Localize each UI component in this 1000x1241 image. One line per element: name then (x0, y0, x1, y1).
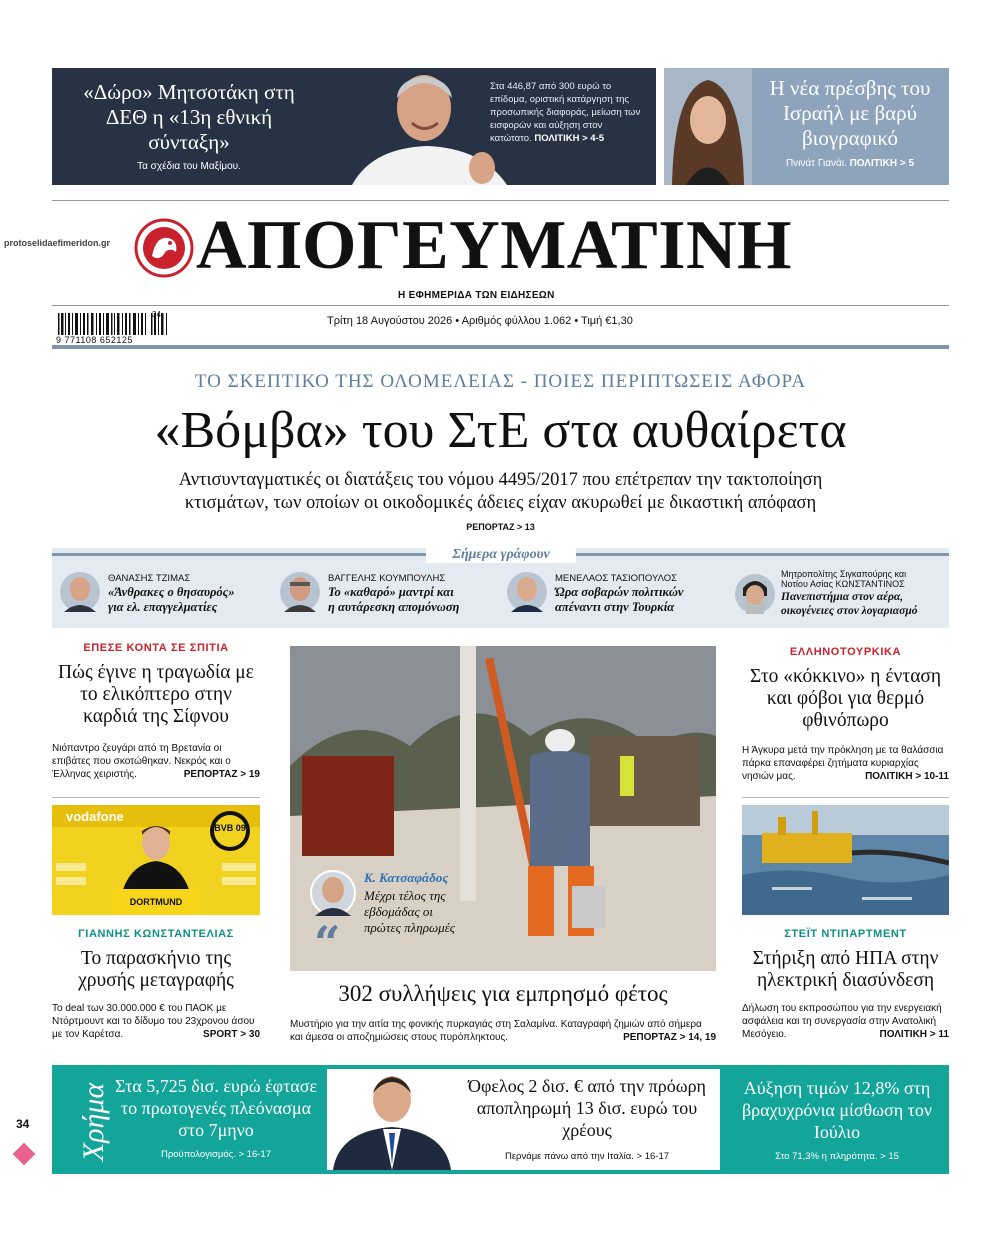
left-story-1-body: Νιόπαντρο ζευγάρι από τη Βρετανία οι επιβάτες που σκοτώθηκαν. Νεκρός και ο Έλληνας χειριστής. (52, 743, 231, 780)
left-story-1-text (52, 742, 260, 781)
top-right-byline-text: Πνινάτ Γιανάι. (785, 158, 847, 169)
center-text (290, 1018, 716, 1044)
opinion-title-1b: για ελ. επαγγελματίες (108, 600, 218, 614)
left-story-2-body: Το deal των 30.000.000 € του ΠΑΟΚ με Ντόρτμουντ και το δίδυμο του 23χρονου άσου με τον Καρέτσα. (52, 1003, 255, 1040)
opinion-author-4b: Νοτίου Ασίας ΚΩΝΣΤΑΝΤΙΝΟΣ (781, 579, 905, 589)
right-story-2-body: Δήλωση του εκπροσώπου για την ενεργειακή ασφάλεια και τη συνεργασία στην Ανατολική Μεσόγειο. (742, 1003, 942, 1040)
center-ref[interactable]: ΡΕΠΟΡΤΑΖ > 14, 19 (623, 1032, 716, 1043)
opinion-item-1[interactable] (60, 570, 275, 620)
opinion-item-2[interactable] (280, 570, 500, 620)
left-story-2[interactable] (52, 928, 260, 1048)
barcode-addon: 34 (152, 310, 161, 319)
left-story-1-ref[interactable]: ΡΕΠΟΡΤΑΖ > 19 (183, 769, 260, 780)
issue-line: Τρίτη 18 Αυγούστου 2026 • Αριθμός φύλλου 1.062 • Τιμή €1,30 (327, 315, 633, 327)
left-story-2-headline: Το παρασκήνιο της χρυσής μεταγραφής (78, 948, 234, 991)
cable-ship-photo (742, 805, 949, 915)
right-story-1-ref[interactable]: ΠΟΛΙΤΙΚΗ > 10-11 (865, 771, 949, 782)
opinion-title-3b: απέναντι στην Τουρκία (555, 600, 675, 614)
center-headline[interactable]: 302 συλλήψεις για εμπρησμό φέτος (338, 981, 668, 1006)
photo-club-text: BVB 09 (214, 823, 246, 833)
barcode-number: 9 771108 652125 (56, 335, 133, 345)
center-text-body: Μυστήριο για την αιτία της φονικής πυρκαγιάς στη Σαλαμίνα. Καταγραφή ζημιών από σήμερα και άμεσα οι αποζημιώσεις στους πυρόπληκτους. (290, 1019, 702, 1043)
masthead-top-rule (52, 200, 949, 201)
page-number: 34 (16, 1117, 30, 1131)
money-label: Χρήμα (77, 1082, 110, 1162)
center-columnist-name: Κ. Κατσαφάδος (364, 870, 449, 885)
right-story-1-body: Η Άγκυρα μετά την πρόκληση με τα θαλάσσια πάρκα επαναφέρει ζητήματα κυριαρχίας νησιών μας. (742, 745, 944, 782)
columnist-avatar-2 (280, 572, 320, 612)
left-divider (52, 797, 260, 798)
right-story-2-ref[interactable]: ΠΟΛΙΤΙΚΗ > 11 (879, 1029, 949, 1040)
money-bar (52, 1065, 949, 1174)
top-right-ref[interactable]: ΠΟΛΙΤΙΚΗ > 5 (849, 158, 915, 169)
opinion-strip (52, 548, 949, 628)
photo-shirt-text: DORTMUND (129, 897, 183, 907)
lead-ref[interactable]: ΡΕΠΟΡΤΑΖ > 13 (466, 522, 535, 532)
masthead-tagline: Η ΕΦΗΜΕΡΙΔΑ ΤΩΝ ΕΙΔΗΣΕΩΝ (398, 290, 555, 301)
money-right-caption: Στο 71,3% η πληρότητα. > 15 (775, 1151, 899, 1162)
fire-photo (290, 646, 716, 971)
masthead-logo-icon (134, 218, 194, 278)
right-story-2-kicker: ΣΤΕΪΤ ΝΤΙΠΑΡΤΜΕΝΤ (784, 928, 907, 940)
top-right-byline (756, 158, 944, 169)
top-teaser-right[interactable] (664, 68, 949, 185)
money-right-headline: Αύξηση τιμών 12,8% στη βραχυχρόνια μίσθωση τον Ιούλιο (741, 1078, 932, 1142)
opinion-author-2: ΒΑΓΓΕΛΗΣ ΚΟΥΜΠΟΥΛΗΣ (328, 573, 446, 584)
minister-photo (327, 1069, 457, 1170)
columnist-avatar-1 (60, 572, 100, 612)
left-story-2-kicker: ΓΙΑΝΝΗΣ ΚΩΝΣΤΑΝΤΕΛΙΑΣ (78, 928, 234, 940)
money-right[interactable] (732, 1077, 942, 1167)
top-right-headline: Η νέα πρέσβης του Ισραήλ με βαρύ βιογραφικό (769, 76, 931, 150)
left-story-1-kicker: ΕΠΕΣΕ ΚΟΝΤΑ ΣΕ ΣΠΙΤΙΑ (83, 642, 229, 654)
opinion-title-2a: Το «καθαρό» μαντρί και (328, 585, 454, 599)
money-middle-caption: Περνάμε πάνω από την Ιταλία. > 16-17 (504, 1151, 670, 1162)
left-story-2-text (52, 1002, 260, 1041)
opinion-author-1: ΘΑΝΑΣΗΣ ΤΖΙΜΑΣ (108, 573, 191, 584)
money-left-caption: Προϋπολογισμός. > 16-17 (161, 1149, 271, 1160)
site-watermark: protoselidaefimeridon.gr (4, 238, 111, 248)
right-story-1-text (742, 744, 949, 783)
right-story-2-headline: Στήριξη από ΗΠΑ στην ηλεκτρική διασύνδεση (752, 948, 939, 991)
lead-top-rule (52, 345, 949, 349)
opinion-title-4a: Πανεπιστήμια στον αέρα, (781, 591, 904, 603)
lead-deck (52, 469, 949, 515)
top-teaser-left[interactable] (52, 68, 656, 185)
lead-deck-line2: κτισμάτων, των οποίων οι οικοδομικές άδειες είχαν ακυρωθεί με δικαστική απόφαση (184, 493, 817, 513)
opinion-label: Σήμερα γράφουν (426, 547, 576, 563)
top-left-caption: Τα σχέδια του Μαξίμου. (137, 161, 241, 172)
right-story-1[interactable] (742, 646, 949, 791)
quote-icon: “ (314, 916, 341, 970)
right-story-1-kicker: ΕΛΛΗΝΟΤΟΥΡΚΙΚΑ (789, 646, 902, 658)
ambassador-photo (664, 68, 752, 185)
footballer-photo (52, 805, 260, 915)
money-middle-headline: Όφελος 2 δισ. € από την πρόωρη αποπληρωμή 13 δισ. ευρώ του χρέους (468, 1076, 706, 1140)
lead-deck-line1: Αντισυνταγματικές οι διατάξεις του νόμου 4495/2017 που επέτρεπαν την τακτοποίηση (178, 470, 823, 490)
lead-kicker: ΤΟ ΣΚΕΠΤΙΚΟ ΤΗΣ ΟΛΟΜΕΛΕΙΑΣ - ΠΟΙΕΣ ΠΕΡΙΠΤΩΣΕΙΣ ΑΦΟΡΑ (194, 371, 807, 392)
left-story-1-headline: Πώς έγινε η τραγωδία με το ελικόπτερο στην καρδιά της Σίφνου (58, 662, 254, 727)
opinion-author-3: ΜΕΝΕΛΑΟΣ ΤΑΣΙΟΠΟΥΛΟΣ (555, 573, 677, 584)
right-story-1-headline: Στο «κόκκινο» η ένταση και φόβοι για θερμό φθινόπωρο (749, 666, 942, 731)
left-story-1[interactable] (52, 642, 260, 792)
right-story-2[interactable] (742, 928, 949, 1048)
right-story-2-text (742, 1002, 949, 1041)
opinion-title-4b: οικογένειες στον λογαριασμό (781, 605, 918, 617)
columnist-avatar-3 (507, 572, 547, 612)
money-middle[interactable] (327, 1069, 720, 1170)
top-left-text-body: Στα 446,87 από 300 ευρώ το επίδομα, οριστική κατάργηση της προσωπικής διαφοράς, μείωση των εισφορών και αύξηση στον κατώτατο. (490, 81, 641, 144)
lead-headline[interactable]: «Βόμβα» του ΣτΕ στα αυθαίρετα (154, 402, 847, 459)
right-divider (742, 797, 949, 798)
opinion-author-4a: Μητροπολίτης Σιγκαπούρης και (781, 569, 907, 579)
left-story-2-ref[interactable]: SPORT > 30 (203, 1029, 260, 1040)
opinion-item-4[interactable] (735, 568, 947, 622)
opinion-item-3[interactable] (507, 570, 722, 620)
money-left-headline: Στα 5,725 δισ. ευρώ έφτασε το πρωτογενές πλεόνασμα στο 7μηνο (114, 1076, 318, 1140)
masthead-title: ΑΠΟΓΕΥΜΑΤΙΝΗ (196, 207, 792, 284)
money-left[interactable] (110, 1075, 322, 1165)
center-columnist-quote: Μέχρι τέλος της εβδομάδας οι πρώτες πληρωμές (364, 888, 456, 935)
opinion-title-1a: «Άνθρακες ο θησαυρός» (108, 585, 235, 599)
top-left-headline: «Δώρο» Μητσοτάκη στη ΔΕΘ η «13η εθνική σύνταξη» (83, 80, 295, 154)
top-left-text (490, 80, 644, 145)
top-left-ref[interactable]: ΠΟΛΙΤΙΚΗ > 4-5 (534, 133, 605, 144)
masthead-bottom-rule (52, 305, 949, 306)
columnist-avatar-katsafados (310, 870, 356, 916)
opinion-title-2b: η αυτάρεσκη απομόνωση (328, 600, 460, 614)
diamond-icon (13, 1143, 36, 1166)
barcode (56, 310, 176, 346)
opinion-title-3a: Ώρα σοβαρών πολιτικών (555, 585, 684, 599)
columnist-avatar-4 (735, 574, 775, 614)
photo-sponsor-text: vodafone (66, 809, 124, 824)
